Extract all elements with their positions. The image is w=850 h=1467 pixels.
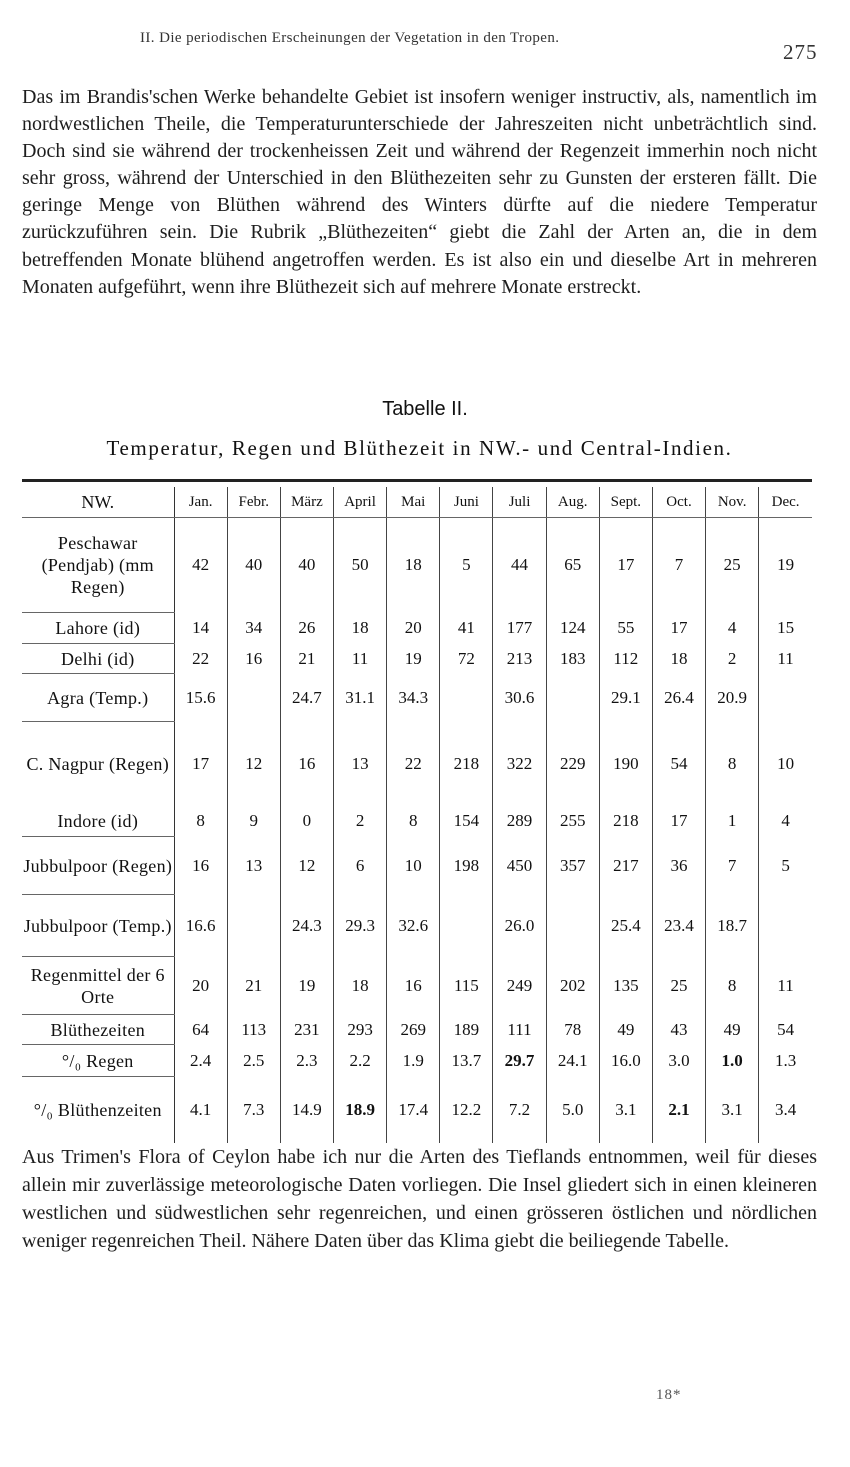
table-cell: 115 [440, 957, 493, 1015]
table-cell: 202 [546, 957, 599, 1015]
month-header: Aug. [546, 487, 599, 518]
table-cell: 5.0 [546, 1077, 599, 1143]
table-cell: 3.4 [759, 1077, 812, 1143]
table-cell: 49 [599, 1015, 652, 1045]
table-cell: 25.4 [599, 895, 652, 957]
table-cell: 22 [387, 722, 440, 806]
table-cell: 55 [599, 613, 652, 644]
row-label: Jubbulpoor (Temp.) [22, 895, 174, 957]
table-cell: 7.3 [227, 1077, 280, 1143]
table-cell: 17.4 [387, 1077, 440, 1143]
table-cell: 357 [546, 837, 599, 895]
table-body [22, 518, 812, 1143]
table-cell: 17 [174, 722, 227, 806]
table-cell: 14 [174, 613, 227, 644]
table-cell: 10 [759, 722, 812, 806]
row-label: C. Nagpur (Regen) [26, 753, 170, 774]
intro-paragraph: Das im Brandis'schen Werke behandelte Gebiet ist insofern weniger instructiv, als, namentlich im nordwestlichen Theile, die Temperaturunterschiede der Jahreszeiten nicht unbeträchtlich sind. Doch sind sie während der trockenheissen Zeit und während der Regenzeit immerhin noch nicht sehr gross, während der Unterschied in den Blüthezeiten sehr zu Gunsten der ersteren fällt. Die geringe Menge von Blüthen während des Winters dürfte auf die niedere Temperatur zurückzuführen sein. Die Rubrik „Blüthezeiten“ giebt die Zahl der Arten an, die in dem betreffenden Monate blühend angetroffen werden. Es ist also ein und dieselbe Art in mehreren Monaten aufgeführt, wenn ihre Blüthezeit sich auf mehrere Monate erstreckt. [22, 86, 817, 298]
table-cell: 1 [706, 806, 759, 837]
table-cell: 289 [493, 806, 546, 837]
table-cell: 218 [599, 806, 652, 837]
row-label: °/₀ Blüthenzeiten [33, 1099, 162, 1120]
table-cell: 13 [227, 837, 280, 895]
corner-label: NW. [22, 487, 174, 518]
table-cell: 72 [440, 644, 493, 674]
table-cell: 17 [652, 806, 705, 837]
month-header: Juni [440, 487, 493, 518]
table-cell: 322 [493, 722, 546, 806]
table-cell: 269 [387, 1015, 440, 1045]
table-cell: 36 [652, 837, 705, 895]
table-cell: 112 [599, 644, 652, 674]
month-header: April [333, 487, 386, 518]
table-cell: 2 [706, 644, 759, 674]
table-cell: 190 [599, 722, 652, 806]
table-row [22, 1077, 812, 1143]
table-cell: 4.1 [174, 1077, 227, 1143]
table-cell: 23.4 [652, 895, 705, 957]
table-row [22, 518, 812, 613]
table-cell: 42 [174, 518, 227, 613]
table-cell: 11 [759, 644, 812, 674]
table-cell: 2.3 [280, 1045, 333, 1077]
table-cell: 249 [493, 957, 546, 1015]
table-row [22, 1015, 812, 1045]
month-header: Mai [387, 487, 440, 518]
table-cell: 15 [759, 613, 812, 644]
table-cell: 124 [546, 613, 599, 644]
table-cell: 54 [759, 1015, 812, 1045]
table-row [22, 613, 812, 644]
table-cell: 183 [546, 644, 599, 674]
table-cell: 8 [706, 722, 759, 806]
table-title: Temperatur, Regen und Blüthezeit in NW.- und Central-Indien. [106, 436, 733, 460]
signature-mark: 18* [656, 1387, 682, 1403]
table-cell [759, 895, 812, 957]
table-cell: 12 [227, 722, 280, 806]
table-cell [440, 895, 493, 957]
table-cell: 40 [227, 518, 280, 613]
table-cell: 7 [652, 518, 705, 613]
table-cell: 7 [706, 837, 759, 895]
table-cell: 50 [333, 518, 386, 613]
table-cell: 78 [546, 1015, 599, 1045]
row-label: Indore (id) [22, 806, 174, 837]
table-cell: 30.6 [493, 674, 546, 722]
table-cell: 49 [706, 1015, 759, 1045]
table-row [22, 644, 812, 674]
table-cell: 25 [652, 957, 705, 1015]
table-cell: 18 [333, 613, 386, 644]
table-cell: 29.7 [493, 1045, 546, 1077]
table-cell: 16 [387, 957, 440, 1015]
table-cell: 11 [759, 957, 812, 1015]
table-cell: 43 [652, 1015, 705, 1045]
table-cell [227, 674, 280, 722]
table-cell: 8 [706, 957, 759, 1015]
table-row [22, 806, 812, 837]
table-cell: 3.0 [652, 1045, 705, 1077]
table-cell: 31.1 [333, 674, 386, 722]
month-header: Febr. [227, 487, 280, 518]
table-cell: 44 [493, 518, 546, 613]
table-cell [759, 674, 812, 722]
table-cell: 18.9 [333, 1077, 386, 1143]
month-header: Sept. [599, 487, 652, 518]
table-cell: 19 [759, 518, 812, 613]
table-cell: 5 [440, 518, 493, 613]
month-header: März [280, 487, 333, 518]
row-label: °/₀ Regen [22, 1045, 174, 1077]
table-cell: 231 [280, 1015, 333, 1045]
table-cell: 1.0 [706, 1045, 759, 1077]
table-row [22, 837, 812, 895]
table-cell: 2.4 [174, 1045, 227, 1077]
table-cell: 29.1 [599, 674, 652, 722]
table-cell: 20 [387, 613, 440, 644]
table-cell: 4 [759, 806, 812, 837]
table-cell: 26.4 [652, 674, 705, 722]
table-cell: 154 [440, 806, 493, 837]
month-header: Nov. [706, 487, 759, 518]
table-cell: 11 [333, 644, 386, 674]
table-cell: 2.5 [227, 1045, 280, 1077]
table-cell: 20 [174, 957, 227, 1015]
table-cell: 26.0 [493, 895, 546, 957]
table-cell: 25 [706, 518, 759, 613]
table-cell: 34.3 [387, 674, 440, 722]
table-header-row [22, 487, 812, 518]
table-cell: 4 [706, 613, 759, 644]
table-cell: 32.6 [387, 895, 440, 957]
table-cell: 0 [280, 806, 333, 837]
row-label: Peschawar (Pendjab) (mm Regen) [22, 518, 174, 613]
table-cell: 17 [652, 613, 705, 644]
table-cell: 450 [493, 837, 546, 895]
table-cell: 18.7 [706, 895, 759, 957]
table-cell: 19 [280, 957, 333, 1015]
table-cell: 12 [280, 837, 333, 895]
table-row [22, 722, 812, 806]
table-cell: 12.2 [440, 1077, 493, 1143]
table-cell [440, 674, 493, 722]
table-cell: 3.1 [706, 1077, 759, 1143]
table-cell: 21 [280, 644, 333, 674]
table-cell: 16.6 [174, 895, 227, 957]
table-cell: 20.9 [706, 674, 759, 722]
table-cell: 8 [387, 806, 440, 837]
month-header: Juli [493, 487, 546, 518]
table-cell: 41 [440, 613, 493, 644]
climate-table [22, 487, 812, 1143]
table-cell: 255 [546, 806, 599, 837]
table-cell: 198 [440, 837, 493, 895]
table-cell: 9 [227, 806, 280, 837]
table-cell: 21 [227, 957, 280, 1015]
table-cell: 135 [599, 957, 652, 1015]
table-cell: 3.1 [599, 1077, 652, 1143]
table-cell: 2.2 [333, 1045, 386, 1077]
table-cell: 29.3 [333, 895, 386, 957]
table-cell: 2.1 [652, 1077, 705, 1143]
page-number: 275 [783, 40, 818, 64]
month-header: Dec. [759, 487, 812, 518]
table-cell: 7.2 [493, 1077, 546, 1143]
table-caption: Tabelle II. [382, 398, 468, 420]
table-cell: 8 [174, 806, 227, 837]
table-cell: 10 [387, 837, 440, 895]
table-cell: 16 [280, 722, 333, 806]
table-cell: 40 [280, 518, 333, 613]
table-cell: 16 [174, 837, 227, 895]
table-row [22, 674, 812, 722]
table-cell: 54 [652, 722, 705, 806]
table-cell: 64 [174, 1015, 227, 1045]
table-cell: 13.7 [440, 1045, 493, 1077]
table-cell: 293 [333, 1015, 386, 1045]
row-label: Jubbulpoor (Regen) [22, 837, 174, 895]
table-cell [546, 895, 599, 957]
row-label: Agra (Temp.) [22, 674, 174, 722]
row-label: Regenmittel der 6 Orte [22, 957, 174, 1015]
table-row [22, 1045, 812, 1077]
table-row [22, 957, 812, 1015]
row-label: Delhi (id) [22, 644, 174, 674]
table-cell: 65 [546, 518, 599, 613]
table-cell: 1.9 [387, 1045, 440, 1077]
row-label: Blüthezeiten [22, 1015, 174, 1045]
row-label: Lahore (id) [22, 613, 174, 644]
table-cell: 18 [652, 644, 705, 674]
table-cell: 24.3 [280, 895, 333, 957]
table-cell: 5 [759, 837, 812, 895]
table-cell: 229 [546, 722, 599, 806]
table-cell: 17 [599, 518, 652, 613]
table-cell: 18 [333, 957, 386, 1015]
table-cell [227, 895, 280, 957]
table-cell: 15.6 [174, 674, 227, 722]
table-cell: 16.0 [599, 1045, 652, 1077]
table-cell: 6 [333, 837, 386, 895]
table-cell: 189 [440, 1015, 493, 1045]
running-header: II. Die periodischen Erscheinungen der Vegetation in den Tropen. [140, 30, 560, 46]
table-cell: 24.7 [280, 674, 333, 722]
table-cell: 24.1 [546, 1045, 599, 1077]
table-cell: 14.9 [280, 1077, 333, 1143]
table-cell: 213 [493, 644, 546, 674]
table-cell: 113 [227, 1015, 280, 1045]
table-cell: 2 [333, 806, 386, 837]
table-cell: 19 [387, 644, 440, 674]
table-cell: 18 [387, 518, 440, 613]
month-header: Jan. [174, 487, 227, 518]
table-top-rule [22, 479, 812, 482]
table-cell: 1.3 [759, 1045, 812, 1077]
table-cell: 16 [227, 644, 280, 674]
table-row [22, 895, 812, 957]
table-cell: 26 [280, 613, 333, 644]
ceylon-paragraph: Aus Trimen's Flora of Ceylon habe ich nur die Arten des Tieflands entnommen, weil für dieses allein mir zuverlässige meteorologische Daten vorliegen. Die Insel gliedert sich in einen kleineren westlichen und südwestlichen sehr regenreichen, und einen grösseren östlichen und nördlichen weniger regenreichen Theil. Nähere Daten über das Klima giebt die beiliegende Tabelle. [22, 1146, 817, 1252]
table-cell: 218 [440, 722, 493, 806]
table-cell: 217 [599, 837, 652, 895]
table-cell: 111 [493, 1015, 546, 1045]
month-header: Oct. [652, 487, 705, 518]
table-cell: 22 [174, 644, 227, 674]
table-cell: 34 [227, 613, 280, 644]
table-cell: 177 [493, 613, 546, 644]
table-cell: 13 [333, 722, 386, 806]
table-cell [546, 674, 599, 722]
